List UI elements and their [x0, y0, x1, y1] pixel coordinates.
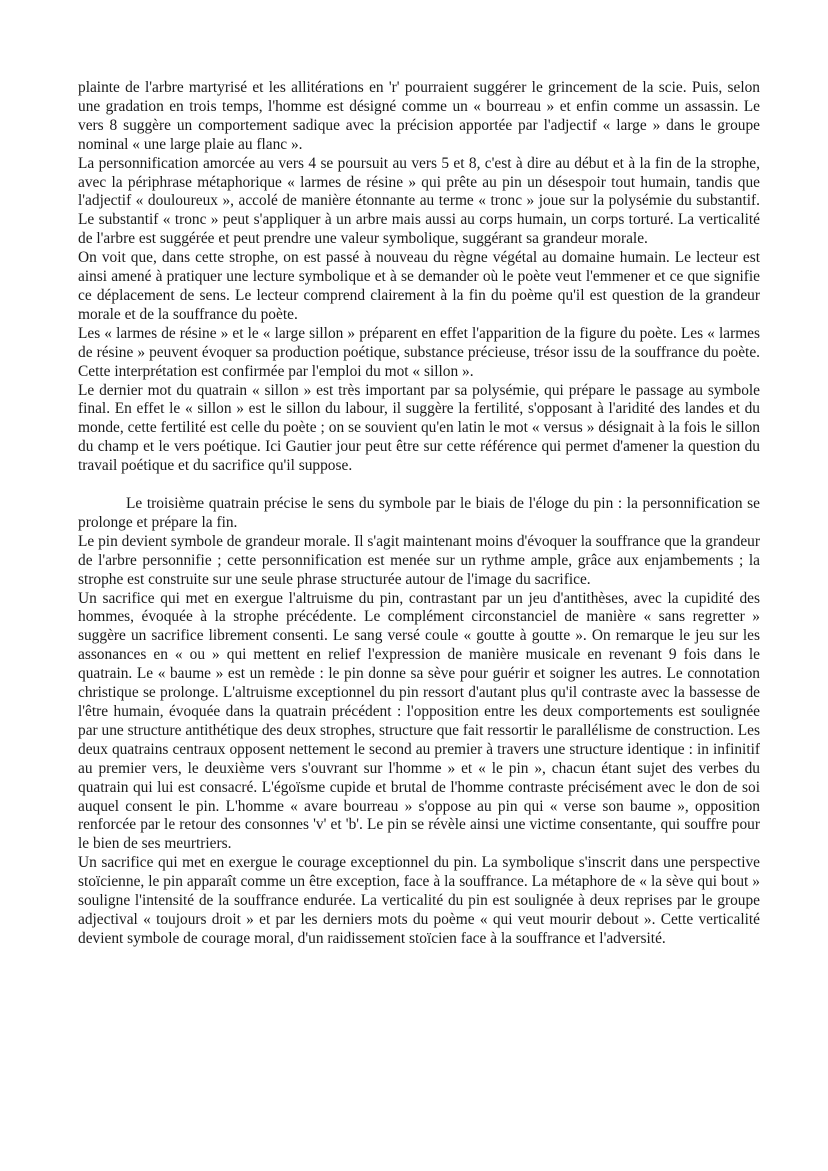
paragraph-4: Les « larmes de résine » et le « large sillon » préparent en effet l'apparition de la figure du poète. Les « larmes de résine » peuvent évoquer sa production poétique, substance précieuse, trésor issu de la souffrance du poète. Cette interprétation est confirmée par l'emploi du mot « sillon ».: [78, 324, 760, 380]
paragraph-8: Un sacrifice qui met en exergue le courage exceptionnel du pin. La symbolique s'inscrit dans une perspective stoïcienne, le pin apparaît comme un être exception, face à la souffrance. La métaphore de « la sève qui bout » souligne l'intensité de la souffrance endurée. La verticalité du pin est soulignée à deux reprises par le groupe adjectival « toujours droit » et par les derniers mots du poème « qui veut mourir debout ». Cette verticalité devient symbole de courage moral, d'un raidissement stoïcien face à la souffrance et l'adversité.: [78, 854, 760, 947]
paragraph-7: Un sacrifice qui met en exergue l'altruisme du pin, contrastant par un jeu d'antithèses, avec la cupidité des hommes, évoquée à la strophe précédente. Le complément circonstanciel de manière « sans regretter » suggère un sacrifice librement consenti. Le sang versé coule « goutte à goutte ». On remarque le jeu sur les assonances en « ou » qui mettent en relief l'expression de manière musicale en revenant 9 fois dans le quatrain. Le « baume » est un remède : le pin donne sa sève pour guérir et soigner les autres. Le connotation christique se prolonge. L'altruisme exceptionnel du pin ressort d'autant plus qu'il contraste avec la bassesse de l'être humain, évoquée dans la quatrain précédent : l'opposition entre les deux comportements est soulignée par une structure antithétique des deux strophes, structure que fait ressortir le parallélisme de construction. Les deux quatrains centraux opposent nettement le second au premier à travers une structure identique : in infinitif au premier vers, le deuxième vers s'ouvrant sur l'homme » et « le pin », chacun étant sujet des verbes du quatrain qui lui est consacré. L'égoïsme cupide et brutal de l'homme contraste précisément avec le don de soi auquel consent le pin. L'homme « avare bourreau » s'oppose au pin qui « verse son baume », opposition renforcée par le retour des consonnes 'v' et 'b'. Le pin se révèle ainsi une victime consentante, qui souffre pour le bien de ses meurtriers.: [78, 589, 760, 853]
indented-paragraph: Le troisième quatrain précise le sens du symbole par le biais de l'éloge du pin : la personnification se prolonge et prépare la fin.: [78, 495, 760, 531]
paragraph-1: plainte de l'arbre martyrisé et les allitérations en 'r' pourraient suggérer le grincement de la scie. Puis, selon une gradation en trois temps, l'homme est désigné comme un « bourreau » et enfin comme un assassin. Le vers 8 suggère un comportement sadique avec la précision apportée par l'adjectif « large » dans le groupe nominal « une large plaie au flanc ».: [78, 79, 760, 153]
paragraph-2: La personnification amorcée au vers 4 se poursuit au vers 5 et 8, c'est à dire au début et à la fin de la strophe, avec la périphrase métaphorique « larmes de résine » qui prête au pin un désespoir tout humain, tandis que l'adjectif « douloureux », accolé de manière étonnante au terme « tronc » joue sur la polysémie du substantif. Le substantif « tronc » peut s'appliquer à un arbre mais aussi au corps humain, un corps torturé. La verticalité de l'arbre est suggérée et peut prendre une valeur symbolique, suggérant sa grandeur morale.: [78, 154, 760, 248]
paragraph-5: Le dernier mot du quatrain « sillon » est très important par sa polysémie, qui prépare le passage au symbole final. En effet le « sillon » est le sillon du labour, il suggère la fertilité, s'opposant à l'aridité des landes et du monde, cette fertilité est celle du poète ; on se souvient qu'en latin le mot « versus » désignait à la fois le sillon du champ et le vers poétique. Ici Gautier jour peut être sur cette référence qui permet d'amener la question du travail poétique et du sacrifice qu'il suppose.: [78, 381, 760, 475]
document-page: [78, 79, 760, 949]
paragraph-spacer: [78, 476, 760, 495]
paragraph-3: On voit que, dans cette strophe, on est passé à nouveau du règne végétal au domaine humain. Le lecteur est ainsi amené à pratiquer une lecture symbolique et à se demander où le poète veut l'emmener et ce que signifie ce déplacement de sens. Le lecteur comprend clairement à la fin du poème qu'il est question de la grandeur morale et de la souffrance du poète.: [78, 249, 760, 323]
paragraph-6: Le pin devient symbole de grandeur morale. Il s'agit maintenant moins d'évoquer la souffrance que la grandeur de l'arbre personnifie ; cette personnification est menée sur un rythme ample, grâce aux enjambements ; la strophe est construite sur une seule phrase structurée autour de l'image du sacrifice.: [78, 532, 760, 588]
